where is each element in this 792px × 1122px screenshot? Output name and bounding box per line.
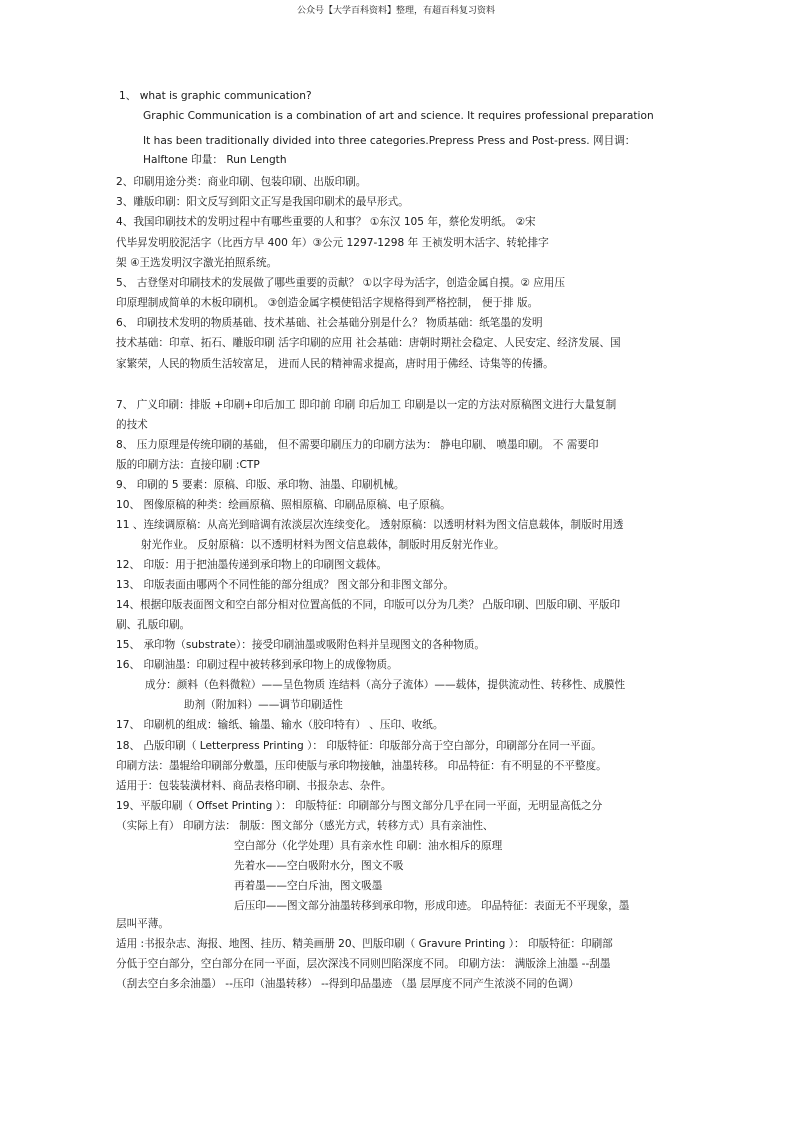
text-line: 13、 印版表面由哪两个不同性能的部分组成？ 图文部分和非图文部分。 (116, 579, 455, 591)
text-line: 助剂（附加料）——调节印刷适性 (184, 699, 343, 711)
text-line: 印刷方法：墨辊给印刷部分敷墨，压印使版与承印物接触，油墨转移。 印品特征：有不明显的不平整度。 (116, 760, 607, 772)
text-line: 8、 压力原理是传统印刷的基础， 但不需要印刷压力的印刷方法为： 静电印刷、 喷墨印刷。 不 需要印 (116, 439, 599, 451)
text-line: 印原理制成简单的木板印刷机。 ③创造金属字模使铅活字规格得到严格控制， 便于排 版。 (116, 297, 539, 309)
text-line: 家繁荣，人民的物质生活较富足， 进而人民的精神需求提高，唐时用于佛经、诗集等的传播。 (116, 358, 554, 370)
text-line: 14、根据印版表面图文和空白部分相对位置高低的不同，印版可以分为几类？ 凸版印刷、凹版印刷、平版印 (116, 599, 621, 611)
text-line: 的技术 (116, 419, 148, 431)
text-line: 代毕昇发明胶泥活字（比西方早 400 年）③公元 1297-1298 年 王祯发明木活字、转轮排字 (116, 237, 549, 249)
text-line: Halftone 印量： Run Length (143, 154, 287, 166)
text-line: 技术基础：印章、拓石、雕版印刷 活字印刷的应用 社会基础：唐朝时期社会稳定、人民安定、经济发展、国 (116, 337, 621, 349)
text-line: （实际上有） 印刷方法： 制版：图文部分（感光方式，转移方式）具有亲油性、 (116, 820, 494, 832)
text-line: 空白部分（化学处理）具有亲水性 印刷：油水相斥的原理 (234, 840, 503, 852)
text-line: 架 ④王选发明汉字激光拍照系统。 (116, 257, 278, 269)
text-line: 16、 印刷油墨：印刷过程中被转移到承印物上的成像物质。 (116, 659, 398, 671)
text-line: 射光作业。 反射原稿：以不透明材料为图文信息载体，制版时用反射光作业。 (141, 539, 505, 551)
page-header: 公众号【大学百科资料】整理，有超百科复习资料 (296, 6, 495, 16)
text-line: 版的印刷方法：直接印刷 :CTP (116, 459, 260, 471)
text-line: 分低于空白部分，空白部分在同一平面，层次深浅不同则凹陷深度不同。 印刷方法： 满版涂上油墨 --刮墨 (116, 958, 611, 970)
text-line: 15、 承印物（substrate）：接受印刷油墨或吸附色料并呈现图文的各种物质。 (116, 639, 485, 651)
text-line: 18、 凸版印刷（ Letterpress Printing ）： 印版特征：印版部分高于空白部分，印刷部分在同一平面。 (116, 740, 602, 752)
text-line: 2、印刷用途分类：商业印刷、包装印刷、出版印刷。 (116, 176, 367, 188)
text-line: 19、平版印刷（ Offset Printing ）： 印版特征：印刷部分与图文部分几乎在同一平面，无明显高低之分 (116, 800, 603, 812)
text-line: 10、 图像原稿的种类：绘画原稿、照相原稿、印刷品原稿、电子原稿。 (116, 499, 451, 511)
text-line: 3、雕版印刷：阳文反写到阳文正写是我国印刷术的最早形式。 (116, 196, 409, 208)
text-line: Graphic Communication is a combination of art and science. It requires professional preparation (143, 110, 654, 122)
text-line: 1、 what is graphic communication? (119, 90, 312, 102)
text-line: 层叫平薄。 (116, 918, 169, 930)
text-line: 后压印——图文部分油墨转移到承印物，形成印迹。 印品特征：表面无不平现象，墨 (234, 900, 630, 912)
text-line: 4、我国印刷技术的发明过程中有哪些重要的人和事？ ①东汉 105 年，蔡伦发明纸。 ②宋 (116, 216, 536, 228)
text-line: 先着水——空白吸附水分，图文不吸 (234, 860, 404, 872)
text-line: 成分：颜料（色料微粒）——呈色物质 连结料（高分子流体）——载体，提供流动性、转移性、成膜性 (145, 679, 626, 691)
text-line: 刷、孔版印刷。 (116, 619, 191, 631)
text-line: 适用于：包装装潢材料、商品表格印刷、书报杂志、杂件。 (116, 780, 392, 792)
text-line: 9、 印刷的 5 要素：原稿、印版、承印物、油墨、印刷机械。 (116, 479, 405, 491)
text-line: （刮去空白多余油墨） --压印（油墨转移） --得到印品墨迹 （墨 层厚度不同产生浓淡不同的色调） (116, 978, 580, 990)
text-line: It has been traditionally divided into three categories.Prepress Press and Post-press. 网目调： (143, 135, 636, 147)
text-line: 11 、连续调原稿：从高光到暗调有浓淡层次连续变化。 透射原稿：以透明材料为图文信息载体，制版时用透 (116, 519, 624, 531)
text-line: 5、 古登堡对印刷技术的发展做了哪些重要的贡献？ ①以字母为活字，创造金属自摸。② 应用压 (116, 277, 565, 289)
text-line: 再着墨——空白斥油，图文吸墨 (234, 880, 383, 892)
text-line: 6、 印刷技术发明的物质基础、技术基础、社会基础分别是什么？ 物质基础：纸笔墨的发明 (116, 317, 543, 329)
text-line: 12、 印版：用于把油墨传递到承印物上的印刷图文载体。 (116, 559, 388, 571)
text-line: 17、 印刷机的组成：输纸、输墨、输水（胶印特有） 、压印、收纸。 (116, 719, 444, 731)
text-line: 7、 广义印刷：排版 +印刷+印后加工 即印前 印刷 印后加工 印刷是以一定的方法对原稿图文进行大量复制 (116, 399, 617, 411)
text-line: 适用 :书报杂志、海报、地图、挂历、精美画册 20、凹版印刷（ Gravure Printing ）： 印版特征：印刷部 (116, 938, 613, 950)
